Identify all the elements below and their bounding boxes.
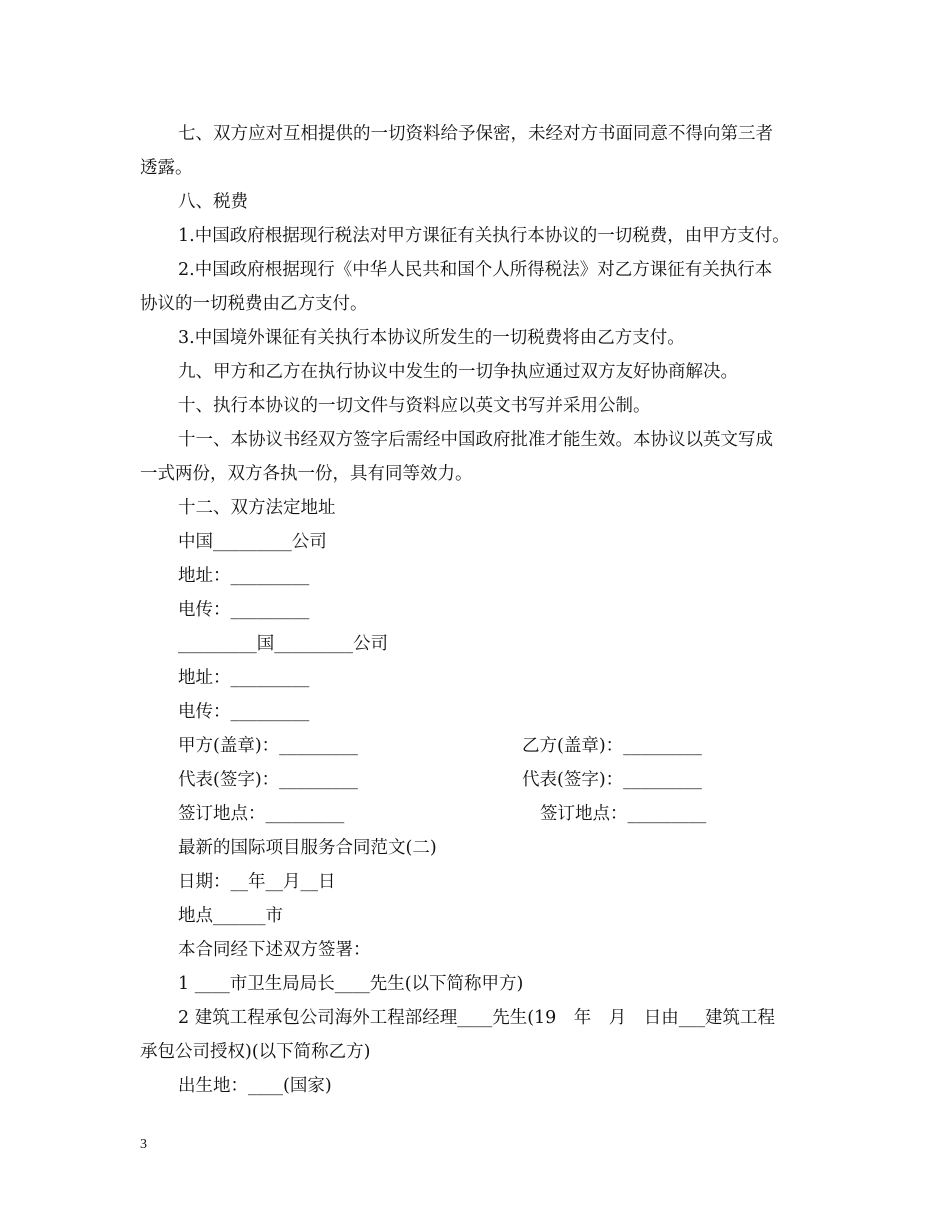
party-b-representative-line: 代表(签字)：_________ (522, 770, 702, 790)
clause-11-continuation: 一式两份，双方各执一份，具有同等效力。 (140, 464, 473, 484)
place-line: 地点______市 (178, 906, 283, 926)
clause-8-heading: 八、税费 (178, 192, 248, 212)
party-a-seal-line: 甲方(盖章)：_________ (178, 736, 358, 756)
party-b-description-continuation: 承包公司授权)(以下简称乙方) (140, 1042, 371, 1062)
clause-8-item-2: 2.中国政府根据现行《中华人民共和国个人所得税法》对乙方课征有关执行本 (178, 260, 773, 280)
china-company-line: 中国_________公司 (178, 532, 327, 552)
clause-9-text: 九、甲方和乙方在执行协议中发生的一切争执应通过双方友好协商解决。 (178, 362, 738, 382)
foreign-telex-line: 电传：_________ (178, 702, 310, 722)
party-a-representative-line: 代表(签字)：_________ (178, 770, 358, 790)
foreign-company-line: _________国_________公司 (178, 634, 388, 654)
clause-8-item-1: 1.中国政府根据现行税法对甲方课征有关执行本协议的一切税费，由甲方支付。 (178, 226, 790, 246)
contract-2-title: 最新的国际项目服务合同范文(二) (178, 838, 437, 858)
foreign-address-line: 地址：_________ (178, 668, 310, 688)
party-a-description: 1 ____市卫生局局长____先生(以下简称甲方) (178, 974, 524, 994)
clause-7-text: 七、双方应对互相提供的一切资料给予保密，未经对方书面同意不得向第三者 (178, 124, 773, 144)
party-a-signing-place-line: 签订地点：_________ (178, 804, 345, 824)
date-line: 日期：__年__月__日 (178, 872, 336, 892)
clause-10-text: 十、执行本协议的一切文件与资料应以英文书写并采用公制。 (178, 396, 651, 416)
china-address-line: 地址：_________ (178, 566, 310, 586)
page-number: 3 (140, 1137, 147, 1152)
party-b-seal-line: 乙方(盖章)：_________ (522, 736, 702, 756)
party-b-signing-place-line: 签订地点：_________ (540, 804, 707, 824)
clause-8-item-2-continuation: 协议的一切税费由乙方支付。 (140, 294, 368, 314)
clause-8-item-3: 3.中国境外课征有关执行本协议所发生的一切税费将由乙方支付。 (178, 328, 685, 348)
clause-11-text: 十一、本协议书经双方签字后需经中国政府批准才能生效。本协议以英文写成 (178, 430, 773, 450)
birthplace-line: 出生地：____(国家) (178, 1076, 332, 1096)
china-telex-line: 电传：_________ (178, 600, 310, 620)
clause-12-heading: 十二、双方法定地址 (178, 498, 336, 518)
clause-7-continuation: 透露。 (140, 158, 193, 178)
party-b-description: 2 建筑工程承包公司海外工程部经理____先生(19 年 月 日由___建筑工程 (178, 1008, 776, 1028)
signatories-intro: 本合同经下述双方签署： (178, 940, 371, 960)
